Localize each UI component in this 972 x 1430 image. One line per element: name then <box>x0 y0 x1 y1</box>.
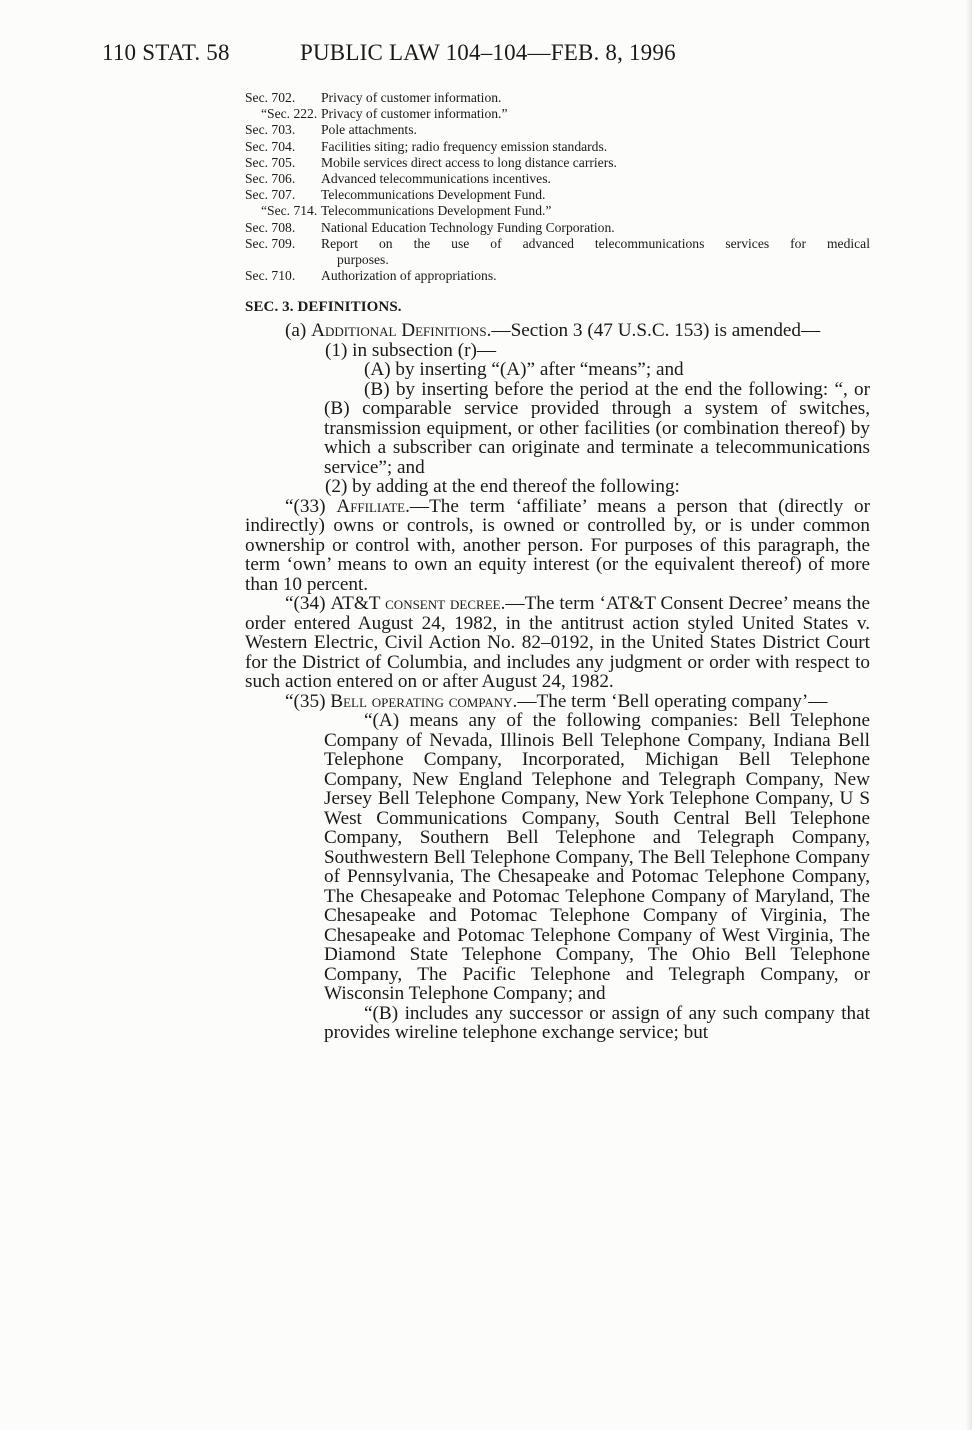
toc-section-number: Sec. 708. <box>245 219 296 235</box>
toc-entry <box>245 139 870 155</box>
definition-35-number: “(35) <box>285 690 331 712</box>
toc-section-title: Privacy of customer information. <box>321 90 502 105</box>
toc-section-title: Privacy of customer information.” <box>321 106 508 122</box>
toc-section-number: Sec. 704. <box>245 138 296 154</box>
toc-entry <box>245 171 870 187</box>
paragraph-a-number: (a) <box>285 320 312 341</box>
paragraph-a-heading: Additional Definitions <box>311 320 487 341</box>
page-edge-shadow <box>966 0 972 1430</box>
toc-entry <box>245 236 870 252</box>
section-body <box>245 321 870 1043</box>
toc-section-number: Sec. 710. <box>245 268 296 284</box>
definition-35-text: .—The term ‘Bell operating company’— <box>512 690 828 712</box>
toc-section-title: Telecommunications Development Fund.” <box>321 203 552 219</box>
definition-34-term: AT&T consent decree <box>330 593 501 614</box>
section-heading: SEC. 3. DEFINITIONS. <box>245 299 402 315</box>
toc-entry <box>245 122 870 138</box>
definition-33 <box>245 497 870 595</box>
toc-entry <box>245 90 870 106</box>
definition-35 <box>245 692 870 712</box>
toc-section-title: Telecommunications Development Fund. <box>321 187 546 203</box>
toc-section-title-continuation: purposes. <box>337 252 389 268</box>
toc-section-title: Facilities siting; radio frequency emission standards. <box>321 138 608 154</box>
toc-section-number: Sec. 705. <box>245 154 296 170</box>
toc-entry <box>245 203 870 219</box>
toc-section-number: “Sec. 222. <box>261 106 318 122</box>
definition-34-text: .—The term ‘AT&T Consent Decree’ means the order entered August 24, 1982, in the antitrust action styled United States v. Western Electric, Civil Action No. 82–0192, in the United States District Court for the District of Columbia, and includes any judgment or order with respect to such action entered on or after August 24, 1982. <box>245 593 870 692</box>
definition-35-B: “(B) includes any successor or assign of any such company that provides wireline telephone exchange service; but <box>324 1002 870 1043</box>
public-law-title: PUBLIC LAW 104–104—FEB. 8, 1996 <box>300 40 676 65</box>
toc-entry <box>245 187 870 203</box>
toc-section-title: Advanced telecommunications incentives. <box>321 171 551 187</box>
definition-33-term: Affiliate <box>336 495 406 517</box>
definition-35-A: “(A) means any of the following companies: Bell Telephone Company of Nevada, Illinois Bell Telephone Company, Indiana Bell Telephone Company, Incorporated, Michigan Bell Telephone Company, New England Telephone and Telegraph Company, New Jersey Bell Telephone Company, New York Telephone Company, U S West Communications Company, South Central Bell Telephone Company, Southern Bell Telephone and Telegraph Company, Southwestern Bell Telephone Company, The Bell Telephone Company of Pennsylvania, The Chesapeake and Potomac Telephone Company, The Chesapeake and Potomac Telephone Company of Maryland, The Chesapeake and Potomac Telephone Company of Virginia, The Chesapeake and Potomac Telephone Company of West Virginia, The Diamond State Telephone Company, The Ohio Bell Telephone Company, The Pacific Telephone and Telegraph Company, or Wisconsin Telephone Company; and <box>324 710 870 1004</box>
toc-section-number: “Sec. 714. <box>261 203 318 219</box>
toc-section-title: Authorization of appropriations. <box>321 268 497 284</box>
toc-section-number: Sec. 707. <box>245 187 296 203</box>
paragraph-1-B: (B) by inserting before the period at the end the following: “, or (B) comparable service provided through a system of switches, transmission equipment, or other facilities (or combination thereof) by which a subscriber can originate and terminate a telecommunications service”; and <box>324 378 870 478</box>
table-of-contents <box>245 90 870 284</box>
paragraph-1-A: (A) by inserting “(A)” after “means”; and <box>364 359 684 380</box>
toc-entry <box>245 220 870 236</box>
paragraph-1: (1) in subsection (r)— <box>325 339 497 361</box>
toc-entry <box>245 268 870 284</box>
running-header <box>102 40 872 70</box>
definition-33-number: “(33) <box>285 495 337 517</box>
definition-35-term: Bell operating company <box>330 690 513 712</box>
toc-section-title: Report on the use of advanced telecommunications services for medical <box>321 235 870 251</box>
toc-entry <box>245 155 870 171</box>
statute-page-number: 110 STAT. 58 <box>102 40 230 65</box>
toc-section-title: National Education Technology Funding Corporation. <box>321 219 615 235</box>
toc-section-number: Sec. 706. <box>245 171 296 187</box>
definition-34 <box>245 594 870 692</box>
toc-section-number: Sec. 709. <box>245 235 296 251</box>
paragraph-2: (2) by adding at the end thereof the following: <box>325 476 680 497</box>
toc-section-number: Sec. 702. <box>245 90 296 105</box>
paragraph-a-text: .—Section 3 (47 U.S.C. 153) is amended— <box>486 320 821 341</box>
toc-entry <box>245 106 870 122</box>
definition-33-text: .—The term ‘affiliate’ means a person that (directly or indirectly) owns or controls, is owned or controlled by, or is under common ownership or control with, another person. For purposes of this paragraph, the term ‘own’ means to own an equity interest (or the equivalent thereof) of more than 10 percent. <box>245 495 870 595</box>
definition-34-number: “(34) <box>285 593 331 614</box>
toc-section-title: Mobile services direct access to long distance carriers. <box>321 154 617 170</box>
toc-section-title: Pole attachments. <box>321 122 417 138</box>
toc-section-number: Sec. 703. <box>245 122 296 138</box>
paragraph-a <box>245 321 870 341</box>
